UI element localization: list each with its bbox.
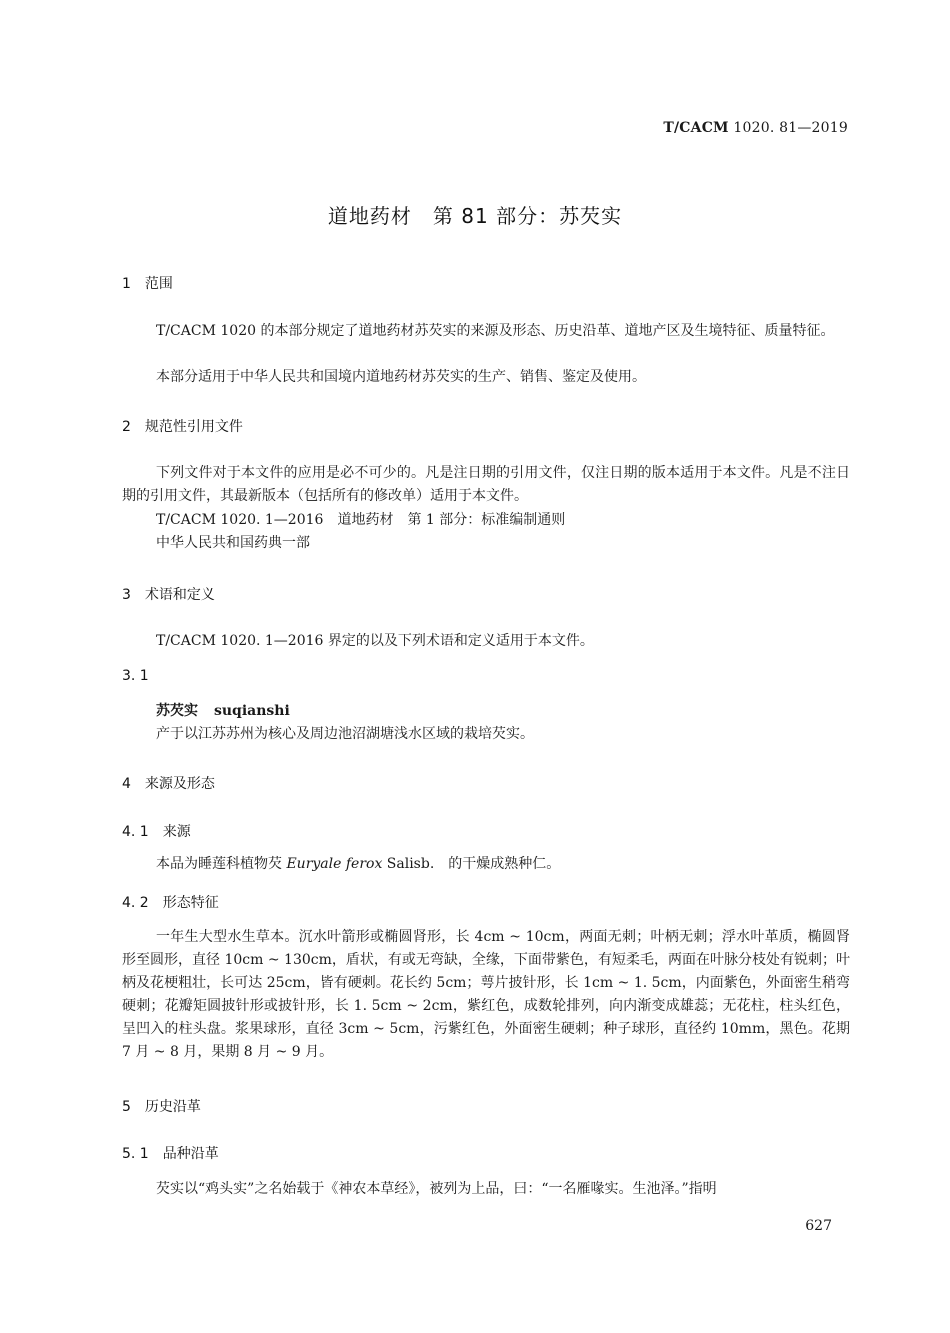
- paragraph: 芡实以“鸡头实”之名始载于《神农本草经》，被列为上品，曰：“一名雁喙实。生池泽。”指明: [156, 1181, 717, 1197]
- standard-code: T/CACM 1020. 81—2019: [663, 120, 848, 136]
- paragraph: T/CACM 1020 的本部分规定了道地药材苏芡实的来源及形态、历史沿革、道地产区及生境特征、质量特征。: [156, 323, 835, 339]
- subsection-number: 3. 1: [122, 668, 149, 684]
- section-heading-1: 1 范围: [122, 276, 173, 292]
- page-number: 627: [805, 1218, 832, 1234]
- document-title: 道地药材 第 81 部分：苏芡实: [327, 204, 623, 228]
- paragraph: T/CACM 1020. 1—2016 界定的以及下列术语和定义适用于本文件。: [156, 633, 594, 649]
- paragraph: 本品为睡莲科植物芡 Euryale ferox Salisb. 的干燥成熟种仁。: [156, 856, 561, 872]
- section-heading-2: 2 规范性引用文件: [122, 419, 243, 435]
- section-heading-5: 5 历史沿革: [122, 1099, 201, 1115]
- paragraph: 下列文件对于本文件的应用是必不可少的。凡是注日期的引用文件，仅注日期的版本适用于本文件。凡是不注日期的引用文件，其最新版本（包括所有的修改单）适用于本文件。: [122, 465, 850, 504]
- term-definition: 产于以江苏苏州为核心及周边池沼湖塘浅水区域的栽培芡实。: [156, 726, 534, 742]
- subsection-heading-4-1: 4. 1 来源: [122, 824, 191, 840]
- subsection-heading-5-1: 5. 1 品种沿革: [122, 1146, 219, 1162]
- section-heading-4: 4 来源及形态: [122, 776, 215, 792]
- reference-item: 中华人民共和国药典一部: [156, 535, 310, 551]
- section-heading-3: 3 术语和定义: [122, 587, 215, 603]
- paragraph: 本部分适用于中华人民共和国境内道地药材苏芡实的生产、销售、鉴定及使用。: [156, 369, 646, 385]
- term-entry: 苏芡实 suqianshi: [156, 703, 290, 719]
- subsection-heading-4-2: 4. 2 形态特征: [122, 895, 219, 911]
- reference-item: T/CACM 1020. 1—2016 道地药材 第 1 部分：标准编制通则: [156, 512, 566, 528]
- paragraph: 一年生大型水生草本。沉水叶箭形或椭圆肾形，长 4cm ~ 10cm，两面无刺；叶柄无刺；浮水叶革质，椭圆肾形至圆形，直径 10cm ~ 130cm，盾状，有或无弯缺，全缘，下面带紫色，有短柔毛，两面在叶脉分枝处有锐刺；叶柄及花梗粗壮，长可达 25cm，皆有硬刺。花长约 5cm；萼片披针形，长 1cm ~ 1. 5cm，内面紫色，外面密生稍弯硬刺；花瓣矩圆披针形或披针形，长 1. 5cm ~ 2cm，紫红色，成数轮排列，向内渐变成雄蕊；无花柱，柱头红色，呈凹入的柱头盘。浆果球形，直径 3cm ~ 5cm，污紫红色，外面密生硬刺；种子球形，直径约 10mm，黑色。花期 7 月 ~ 8 月，果期 8 月 ~ 9 月。: [122, 929, 850, 1060]
